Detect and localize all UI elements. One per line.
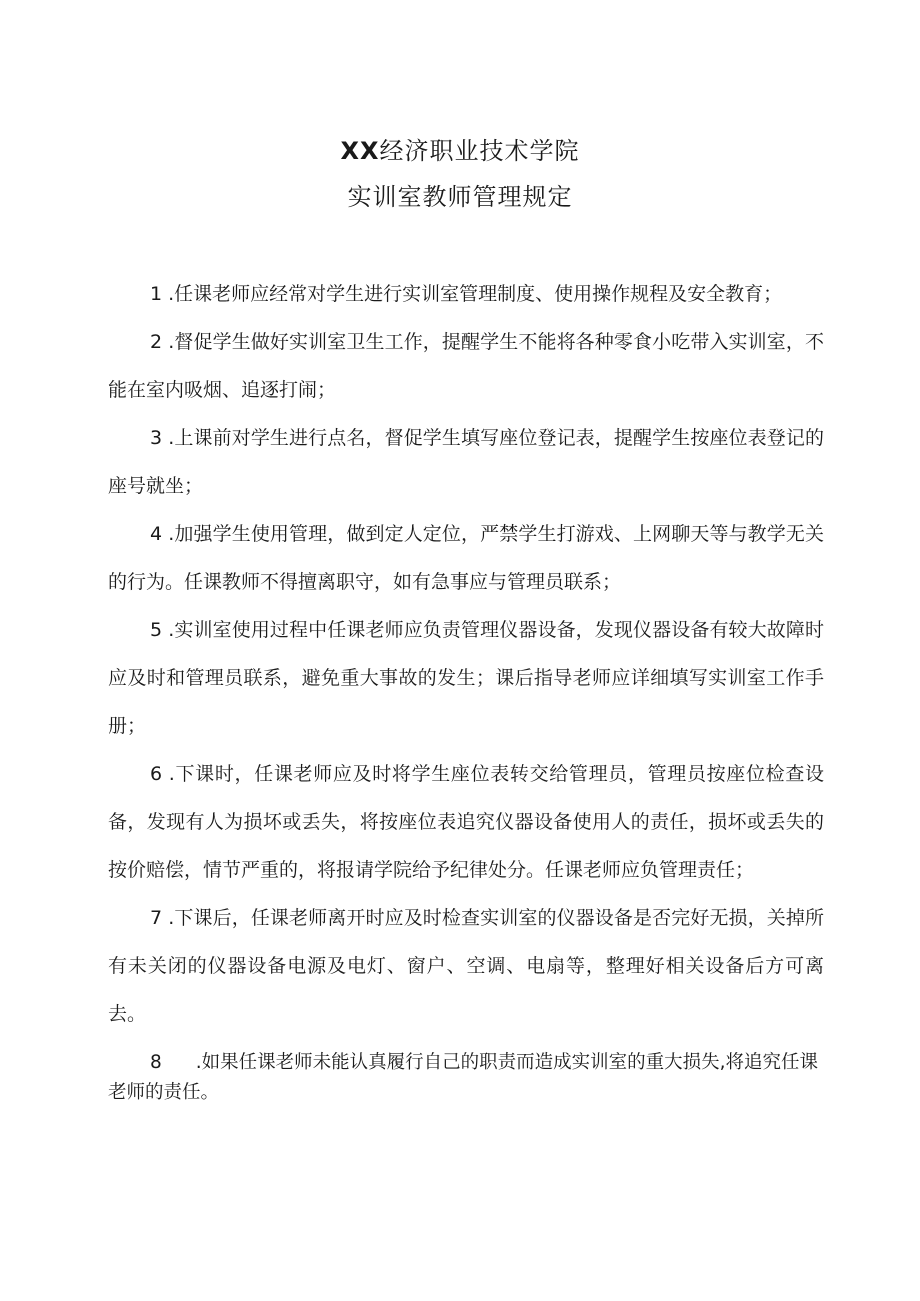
rule-number: 4	[150, 523, 163, 545]
document-header	[0, 128, 920, 220]
rule-7	[108, 894, 824, 1038]
rule-8	[108, 1048, 824, 1108]
rule-number: 7	[150, 907, 163, 929]
rule-1	[108, 270, 824, 318]
rule-text: .上课前对学生进行点名，督促学生填写座位登记表，提醒学生按座位表登记的座号就坐；	[108, 427, 824, 497]
rule-5	[108, 606, 824, 750]
rule-number: 1	[150, 283, 163, 305]
rule-number: 2	[150, 331, 163, 353]
rule-text: .任课老师应经常对学生进行实训室管理制度、使用操作规程及安全教育；	[162, 283, 783, 305]
document-title	[0, 128, 920, 174]
rule-number: 5	[150, 619, 163, 641]
rule-4	[108, 510, 824, 606]
rule-number: 8	[150, 1052, 162, 1073]
rule-text: .实训室使用过程中任课老师应负责管理仪器设备，发现仪器设备有较大故障时应及时和管理员联系，避免重大事故的发生；课后指导老师应详细填写实训室工作手册；	[108, 619, 824, 737]
rule-2	[108, 318, 824, 414]
rule-text: .加强学生使用管理，做到定人定位，严禁学生打游戏、上网聊天等与教学无关的行为。任课教师不得擅离职守，如有急事应与管理员联系；	[108, 523, 824, 593]
rule-number: 6	[150, 763, 163, 785]
rule-6	[108, 750, 824, 894]
rule-text: .督促学生做好实训室卫生工作，提醒学生不能将各种零食小吃带入实训室，不能在室内吸烟、追逐打闹；	[108, 331, 824, 401]
title-prefix: XX	[340, 137, 380, 165]
rules-body	[108, 270, 824, 1108]
rule-3	[108, 414, 824, 510]
rule-number: 3	[150, 427, 163, 449]
rule-text: .下课时，任课老师应及时将学生座位表转交给管理员，管理员按座位检查设备，发现有人为损坏或丢失，将按座位表追究仪器设备使用人的责任，损坏或丢失的按价赔偿，情节严重的，将报请学院给予纪律处分。任课老师应负管理责任；	[108, 763, 824, 881]
rule-text: .如果任课老师未能认真履行自己的职责而造成实训室的重大损失,将追究任课老师的责任。	[108, 1052, 819, 1103]
title-rest: 经济职业技术学院	[379, 137, 580, 165]
rule-text: .下课后，任课老师离开时应及时检查实训室的仪器设备是否完好无损，关掉所有未关闭的仪器设备电源及电灯、窗户、空调、电扇等，整理好相关设备后方可离去。	[108, 907, 824, 1025]
document-subtitle: 实训室教师管理规定	[347, 183, 573, 211]
